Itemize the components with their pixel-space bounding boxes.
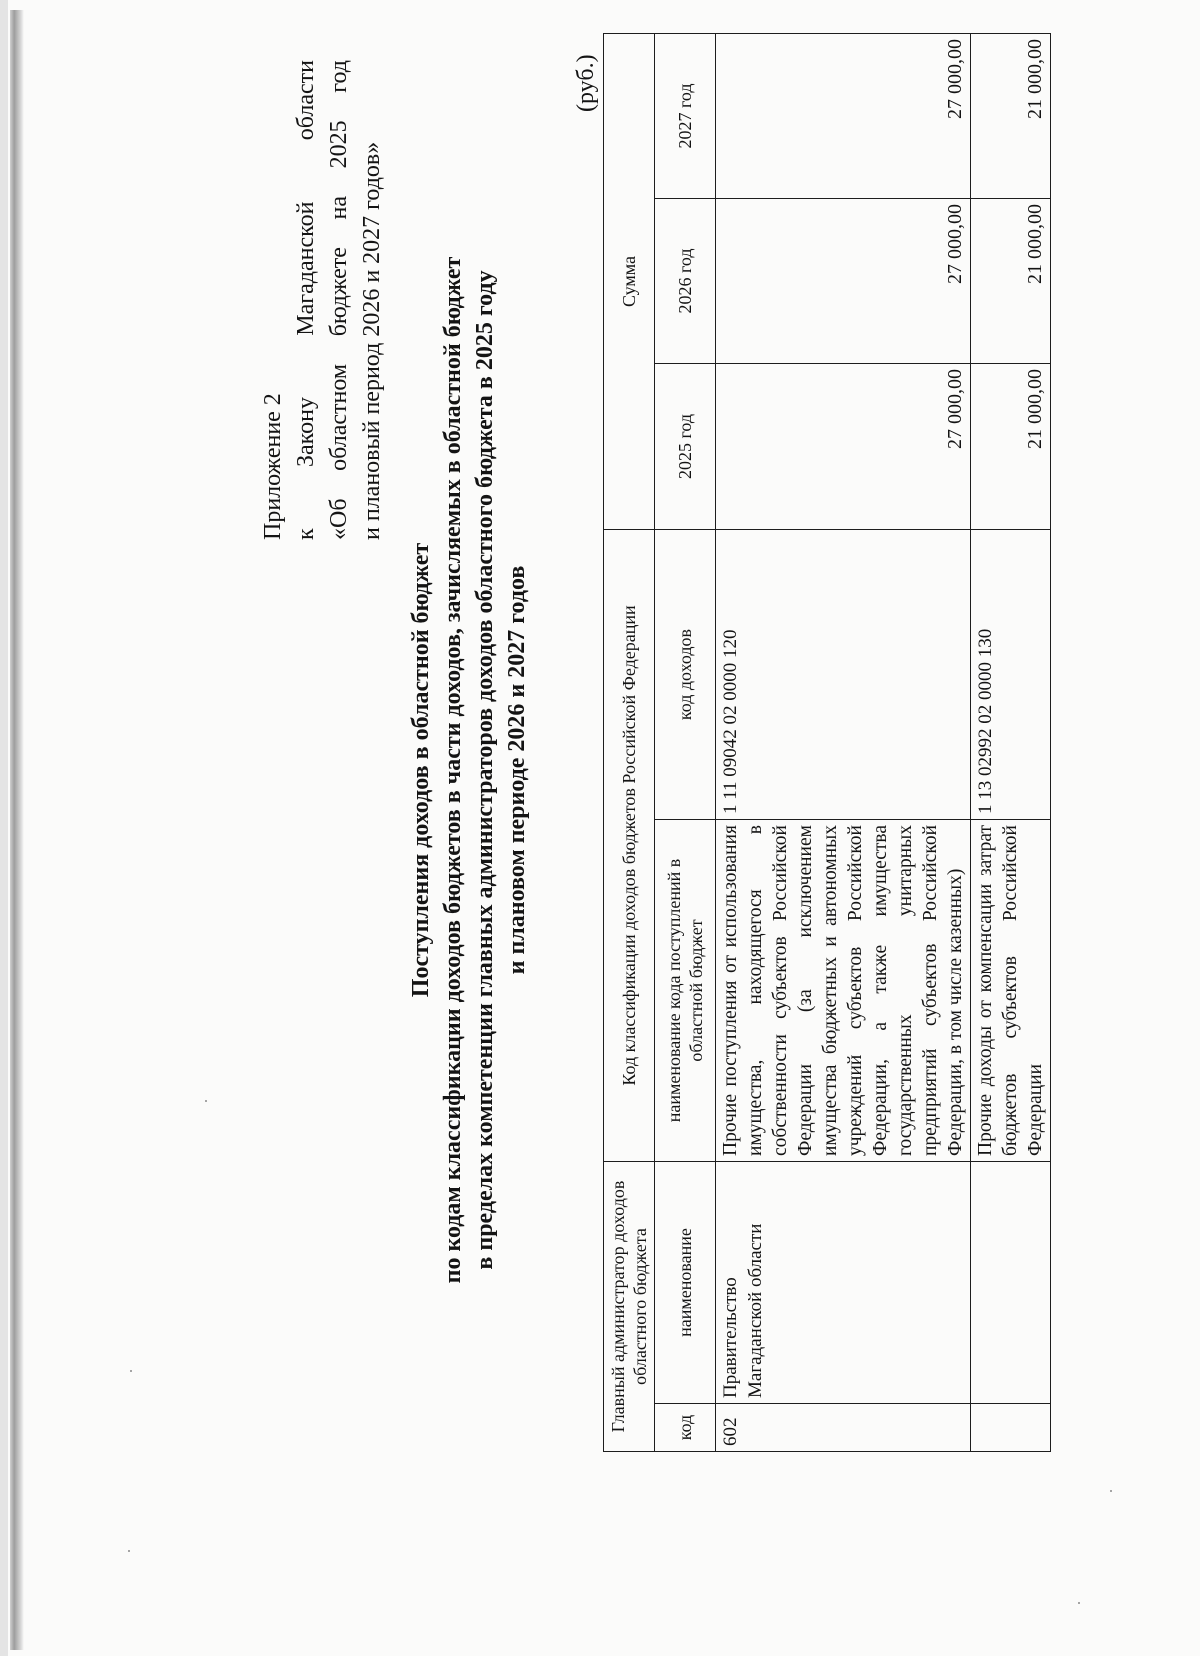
appendix-period: и плановый период 2026 и 2027 годов»: [359, 141, 385, 540]
appendix-budget: «Об областном бюджете на 2025 год: [326, 60, 352, 540]
header-income-code: код доходов: [655, 530, 716, 820]
title-line-1: Поступления доходов в областной бюджет: [408, 542, 434, 998]
row-income-code: 1 11 09042 02 0000 120: [716, 530, 971, 820]
row-sum-2026: 21 000,00: [971, 199, 1051, 364]
revenue-table: [603, 33, 1051, 1452]
row-sum-2027: 21 000,00: [971, 34, 1051, 199]
row-income-name: Прочие доходы от компенсации затрат бюджетов субъектов Российской Федерации: [971, 820, 1051, 1162]
row-sum-2027: 27 000,00: [716, 34, 971, 199]
row-income-name: Прочие поступления от использования имущества, находящегося в собственности субъектов Российской Федерации (за исключением имущества бюджетных и автономных учреждений субъектов Российской Федерации, а также имущества государственных унитарных предприятий субъектов Российской Федерации, в том числе казенных): [716, 820, 971, 1162]
document-title: [405, 170, 533, 1370]
appendix-note: [257, 60, 389, 540]
appendix-law: к Закону Магаданской области: [293, 60, 319, 540]
table-row: [971, 34, 1051, 1452]
row-admin-code: [971, 1404, 1051, 1452]
title-line-3: в пределах компетенции главных администраторов доходов областного бюджета в 2025 году: [472, 270, 498, 1270]
row-admin-name: Правительство Магаданской области: [716, 1162, 971, 1404]
header-income-name: наименование кода поступлений в областной бюджет: [655, 820, 716, 1162]
header-admin-group: Главный администратор доходов областного бюджета: [604, 1162, 655, 1452]
header-year-2025: 2025 год: [655, 364, 716, 530]
title-line-4: и плановом периоде 2026 и 2027 годов: [504, 565, 530, 975]
appendix-title: Приложение 2: [260, 393, 286, 540]
scan-border: [0, 0, 8, 1656]
currency-unit: (руб.): [573, 54, 599, 112]
header-admin-code: код: [655, 1404, 716, 1452]
row-sum-2025: 21 000,00: [971, 364, 1051, 530]
row-sum-2025: 27 000,00: [716, 364, 971, 530]
header-year-2027: 2027 год: [655, 34, 716, 199]
header-admin-name: наименование: [655, 1162, 716, 1404]
header-row-3: [655, 34, 716, 1452]
row-admin-code: 602: [716, 1404, 971, 1452]
row-sum-2026: 27 000,00: [716, 199, 971, 364]
header-row-1: [604, 34, 655, 1452]
header-year-2026: 2026 год: [655, 199, 716, 364]
title-line-2: по кодам классификации доходов бюджетов в части доходов, зачисляемых в областной бюджет: [440, 256, 466, 1284]
scan-shadow: [10, 10, 24, 1650]
row-admin-name: [971, 1162, 1051, 1404]
header-classification-group: Код классификации доходов бюджетов Российской Федерации: [604, 530, 655, 1162]
table-row: [716, 34, 971, 1452]
row-income-code: 1 13 02992 02 0000 130: [971, 530, 1051, 820]
rotated-document: [25, 20, 1175, 1620]
header-sum-group: Сумма: [604, 34, 655, 530]
